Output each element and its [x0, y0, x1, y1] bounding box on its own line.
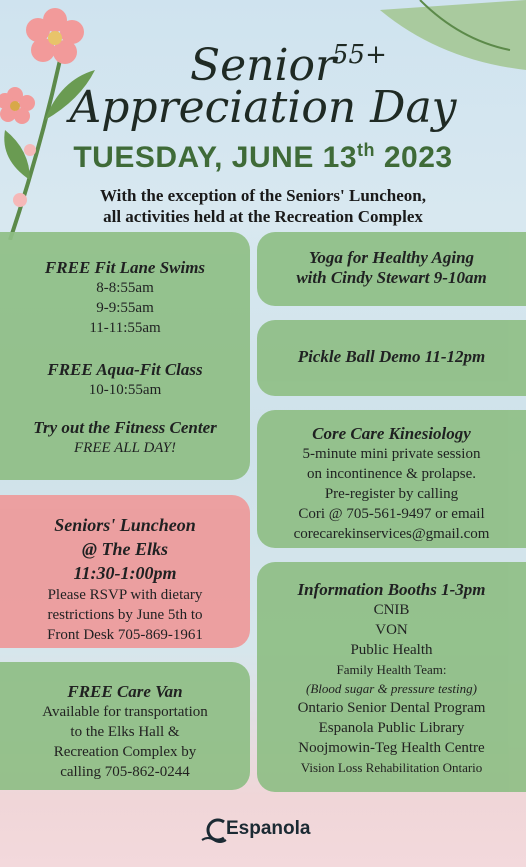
espanola-logo-text: Espanola	[226, 818, 311, 839]
booth-item: Public Health	[350, 642, 433, 658]
aqua-time: 10-10:55am	[88, 382, 162, 398]
van-line: calling 705-862-0244	[60, 764, 190, 780]
core-line: 5-minute mini private session	[302, 446, 481, 462]
intro-line-2: all activities held at the Recreation Complex	[103, 207, 423, 226]
booths-heading: Information Booths 1-3pm	[297, 580, 486, 599]
espanola-logo-icon	[200, 816, 228, 846]
card-swims	[0, 232, 250, 480]
yoga-line-2: with Cindy Stewart 9-10am	[296, 268, 487, 287]
luncheon-line: Please RSVP with dietary	[47, 587, 203, 603]
title-appreciation: Appreciation Day	[69, 82, 457, 133]
booth-item: Vision Loss Rehabilitation Ontario	[300, 760, 483, 775]
booth-item: Espanola Public Library	[318, 720, 465, 736]
swim-time: 11-11:55am	[89, 320, 161, 336]
card-pickle	[257, 320, 526, 396]
booth-item: VON	[375, 622, 408, 638]
pickle-text: Pickle Ball Demo 11-12pm	[297, 347, 486, 366]
booth-item: Noojmowin-Teg Health Centre	[298, 740, 485, 756]
swim-time: 9-9:55am	[96, 300, 154, 316]
core-line: corecarekinservices@gmail.com	[293, 526, 490, 542]
core-line: on incontinence & prolapse.	[306, 466, 477, 482]
luncheon-line: Front Desk 705-869-1961	[47, 627, 203, 643]
fitness-heading: Try out the Fitness Center	[33, 418, 217, 437]
van-line: Available for transportation	[42, 704, 208, 720]
card-yoga	[257, 232, 526, 306]
van-line: Recreation Complex by	[53, 744, 197, 760]
core-heading: Core Care Kinesiology	[312, 424, 471, 443]
swims-heading: FREE Fit Lane Swims	[44, 258, 206, 277]
booth-item: Ontario Senior Dental Program	[297, 700, 486, 716]
fitness-note: FREE ALL DAY!	[74, 440, 176, 456]
title-senior: Senior	[189, 40, 337, 91]
van-line: to the Elks Hall &	[70, 724, 180, 740]
intro-line-1: With the exception of the Seniors' Luncheon,	[99, 186, 426, 205]
luncheon-time: 11:30-1:00pm	[73, 563, 177, 583]
booth-family: Family Health Team:	[336, 662, 447, 677]
card-van	[0, 662, 250, 790]
core-line: Cori @ 705-561-9497 or email	[298, 506, 485, 522]
title-age: 55+	[332, 40, 387, 70]
card-luncheon	[0, 495, 250, 648]
van-heading: FREE Care Van	[67, 682, 183, 701]
luncheon-place: @ The Elks	[82, 539, 168, 559]
card-core	[257, 410, 526, 548]
swim-time: 8-8:55am	[96, 280, 154, 296]
yoga-line-1: Yoga for Healthy Aging	[308, 248, 475, 267]
core-line: Pre-register by calling	[324, 486, 459, 502]
booth-item: CNIB	[373, 602, 410, 618]
luncheon-line: restrictions by June 5th to	[47, 607, 203, 623]
luncheon-title: Seniors' Luncheon	[54, 515, 196, 535]
aqua-heading: FREE Aqua-Fit Class	[47, 360, 203, 379]
booth-family-note: (Blood sugar & pressure testing)	[306, 681, 477, 696]
card-booths	[257, 562, 526, 792]
event-date: TUESDAY, JUNE 13th 2023	[73, 140, 453, 174]
